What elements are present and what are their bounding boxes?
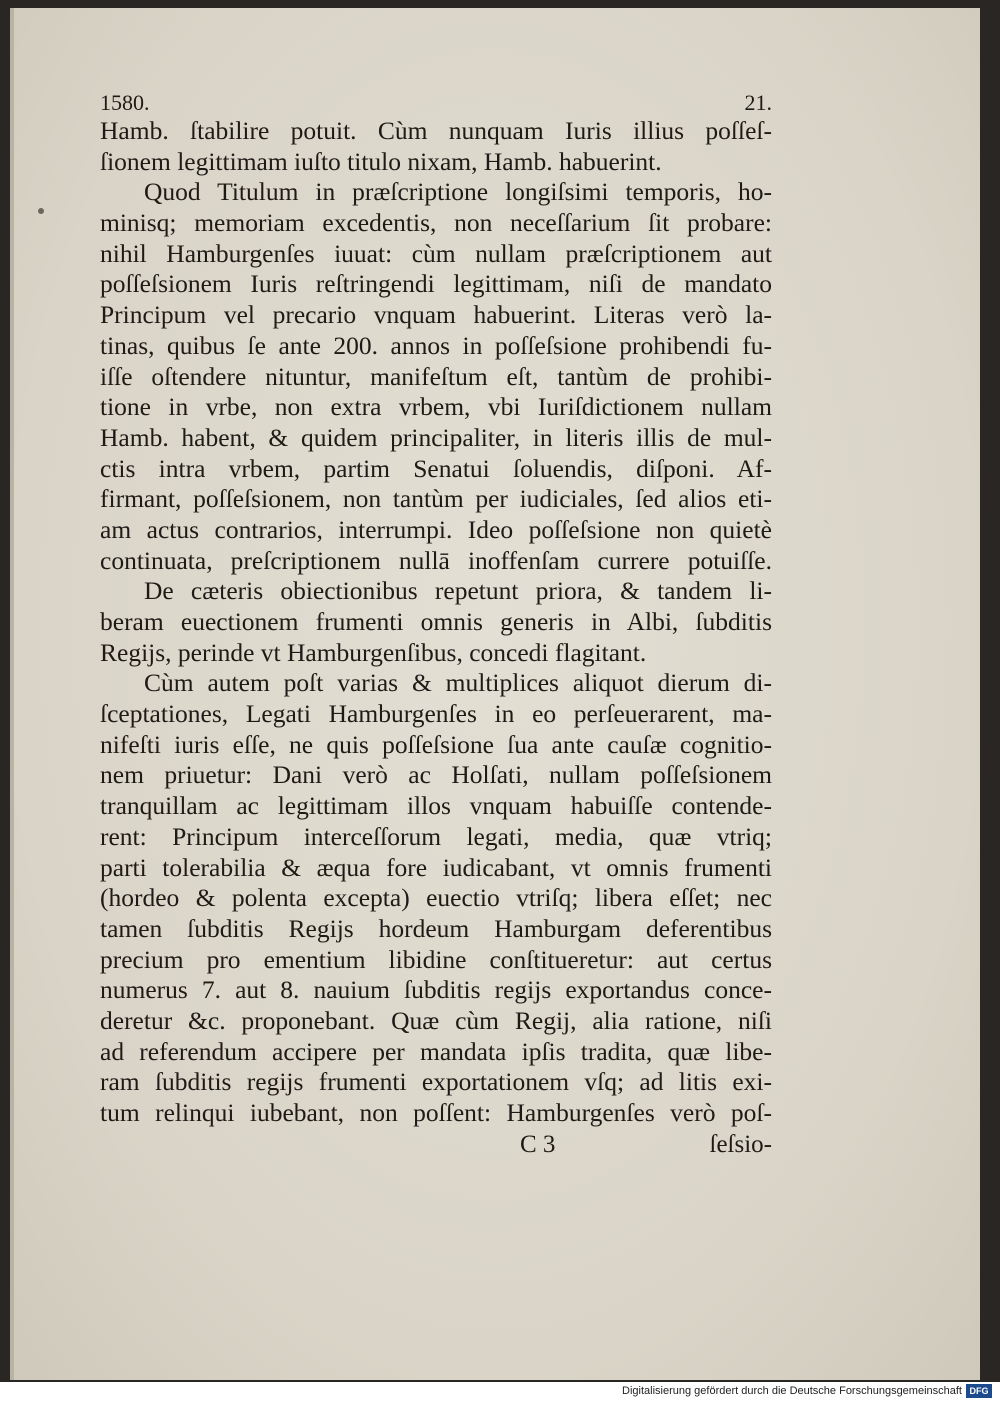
text-line: ſionem legittimam iuſto titulo nixam, Hamb. habuerint. [100,146,662,176]
text-line: rent: Principum interceſſorum legati, media, quæ vtriq; [100,821,772,851]
ink-smudge [38,208,44,214]
page-edge [10,8,14,1380]
text-line: am actus contrarios, interrumpi. Ideo poſſeſsione non quietè [100,514,772,544]
text-line: poſſeſsionem Iuris reſtringendi legittimam, niſi de mandato [100,269,772,299]
text-line: ad referendum accipere per mandata ipſis tradita, quæ libe- [100,1036,772,1066]
text-block [100,90,772,1161]
dfg-credit-text: Digitalisierung gefördert durch die Deutsche Forschungsgemeinschaft [622,1385,962,1397]
text-line: ſceptationes, Legati Hamburgenſes in eo perſeuerarent, ma- [100,699,772,729]
text-line: Regijs, perinde vt Hamburgenſibus, concedi flagitant. [100,637,647,667]
book-page [10,8,980,1380]
text-line: tione in vrbe, non extra vrbem, vbi Iuriſdictionem nullam [100,392,772,422]
text-line: nem priuetur: Dani verò ac Holſati, nullam poſſeſsionem [100,760,772,790]
dfg-logo: DFG [966,1384,992,1398]
text-line: tum relinqui iubebant, non poſſent: Hamburgenſes verò poſ- [100,1098,772,1127]
page-footer [100,1129,772,1161]
running-year: 1580. [100,90,150,115]
text-line: Hamb. ſtabilire potuit. Cùm nunquam Iuris illius poſſeſ- [100,116,772,145]
text-line: De cæteris obiectionibus repetunt priora, & tandem li- [144,576,772,606]
text-line: ram ſubditis regijs frumenti exportationem vſq; ad litis exi- [100,1067,772,1097]
text-line: nihil Hamburgenſes iuuat: cùm nullam præſcriptionem aut [100,238,772,268]
text-line: ctis intra vrbem, partim Senatui ſoluendis, diſponi. Af- [100,453,772,483]
text-line: precium pro ementium libidine conſtitueretur: aut certus [100,944,772,974]
text-line: tamen ſubditis Regijs hordeum Hamburgam deferentibus [100,913,772,943]
text-line: Principum vel precario vnquam habuerint. Literas verò la- [100,300,772,330]
text-line: continuata, preſcriptionem nullā inoffenſam currere potuiſſe. [100,545,772,575]
text-line: Hamb. habent, & quidem principaliter, in literis illis de mul- [100,422,772,452]
text-line: beram euectionem frumenti omnis generis in Albi, ſubditis [100,607,772,636]
text-line: parti tolerabilia & æqua fore iudicabant, vt omnis frumenti [100,852,772,882]
text-line: tranquillam ac legittimam illos vnquam habuiſſe contende- [100,791,772,821]
text-line: firmant, poſſeſsionem, non tantùm per iudiciales, ſed alios eti- [100,484,772,514]
signature-mark: C 3 [520,1130,556,1158]
text-line: nifeſti iuris eſſe, ne quis poſſeſsione ſua ante cauſæ cognitio- [100,729,772,759]
catchword: ſeſsio- [709,1130,772,1158]
page-number: 21. [744,90,772,115]
page-header [100,90,772,116]
text-line: Cùm autem poſt varias & multiplices aliquot dierum di- [144,668,772,698]
text-line: iſſe oſtendere nituntur, manifeſtum eſt, tantùm de prohibi- [100,361,772,391]
text-line: minisq; memoriam excedentis, non neceſſarium ſit probare: [100,208,772,238]
text-line: tinas, quibus ſe ante 200. annos in poſſeſsione prohibendi fu- [100,330,772,360]
text-line: Quod Titulum in præſcriptione longiſsimi temporis, ho- [144,177,772,207]
text-line: (hordeo & polenta excepta) euectio vtriſq; libera eſſet; nec [100,883,772,913]
dfg-credit-bar [0,1382,1000,1401]
text-line: numerus 7. aut 8. nauium ſubditis regijs exportandus conce- [100,975,772,1005]
text-line: deretur &c. proponebant. Quæ cùm Regij, alia ratione, niſi [100,1005,772,1035]
